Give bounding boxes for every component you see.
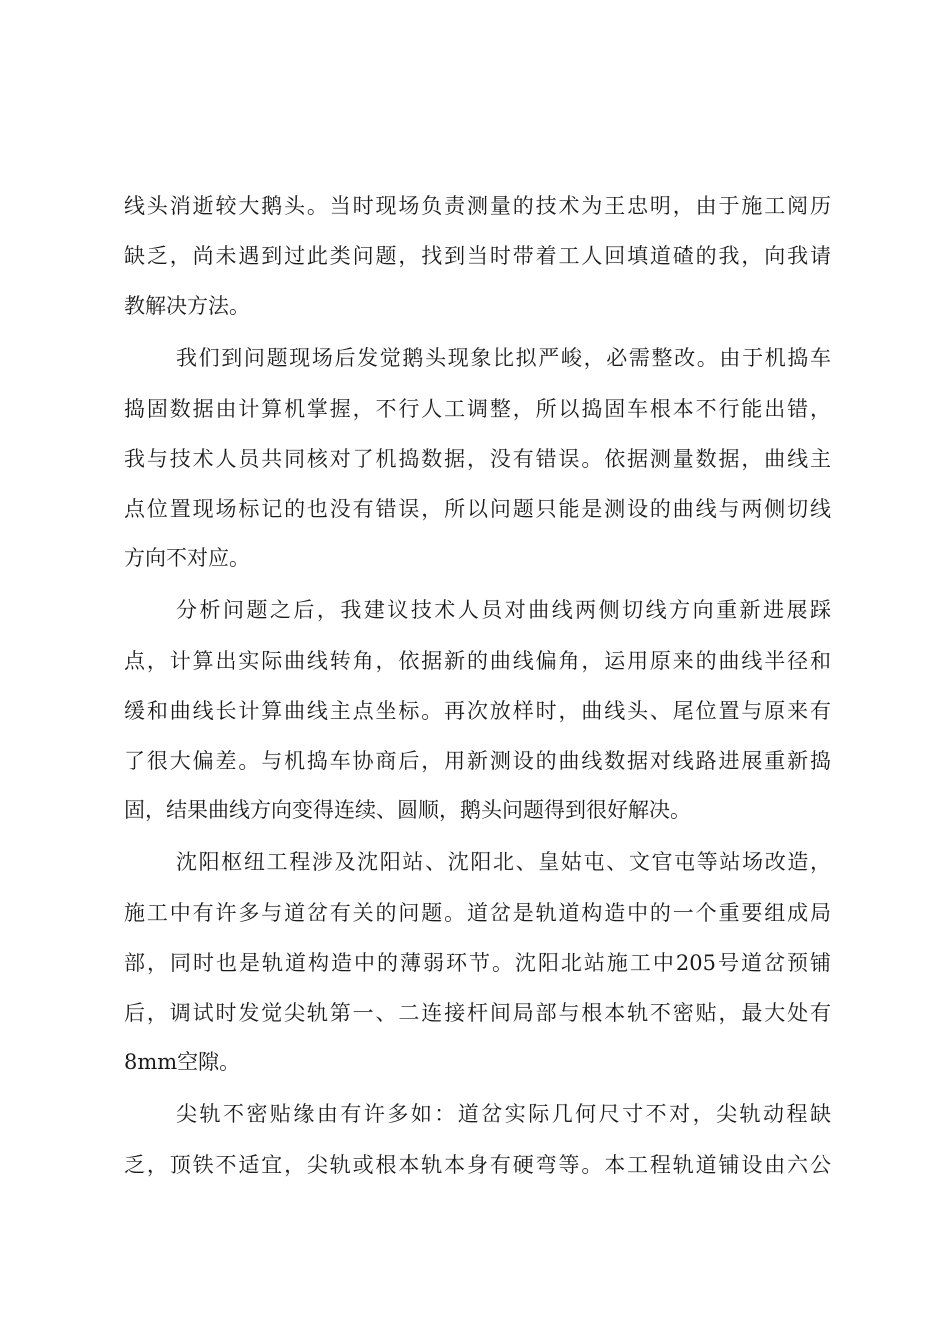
paragraph-2-line-5: 方向不对应。 bbox=[124, 546, 250, 570]
paragraph-3-line-4: 了很大偏差。与机捣车协商后，用新测设的曲线数据对线路进展重新捣 bbox=[124, 749, 831, 773]
paragraph-3-line-1: 分析问题之后，我建议技术人员对曲线两侧切线方向重新进展踩 bbox=[176, 598, 831, 622]
paragraph-1-line-3: 教解决方法。 bbox=[124, 294, 250, 318]
paragraph-4-line-1: 沈阳枢纽工程涉及沈阳站、沈阳北、皇姑屯、文官屯等站场改造， bbox=[176, 850, 831, 874]
paragraph-2-line-2: 捣固数据由计算机掌握，不行人工调整，所以捣固车根本不行能出错， bbox=[124, 397, 831, 421]
paragraph-1-line-2: 缺乏，尚未遇到过此类问题，找到当时带着工人回填道碴的我，向我请 bbox=[124, 244, 831, 268]
paragraph-5-line-1: 尖轨不密贴缘由有许多如：道岔实际几何尺寸不对，尖轨动程缺 bbox=[176, 1102, 831, 1126]
paragraph-5-line-2: 乏，顶铁不适宜，尖轨或根本轨本身有硬弯等。本工程轨道铺设由六公 bbox=[124, 1153, 831, 1177]
paragraph-2-line-4: 点位置现场标记的也没有错误，所以问题只能是测设的曲线与两侧切线 bbox=[124, 497, 831, 521]
paragraph-3-line-3: 缓和曲线长计算曲线主点坐标。再次放样时，曲线头、尾位置与原来有 bbox=[124, 699, 831, 723]
paragraph-2-line-1: 我们到问题现场后发觉鹅头现象比拟严峻，必需整改。由于机捣车 bbox=[176, 346, 831, 370]
paragraph-4-line-3: 部，同时也是轨道构造中的薄弱环节。沈阳北站施工中205号道岔预铺 bbox=[124, 951, 831, 975]
paragraph-4-line-4: 后，调试时发觉尖轨第一、二连接杆间局部与根本轨不密贴，最大处有 bbox=[124, 1001, 831, 1025]
paragraph-2-line-3: 我与技术人员共同核对了机捣数据，没有错误。依据测量数据，曲线主 bbox=[124, 447, 831, 471]
paragraph-4-line-5: 8mm空隙。 bbox=[124, 1050, 241, 1074]
paragraph-1-line-1: 线头消逝较大鹅头。当时现场负责测量的技术为王忠明，由于施工阅历 bbox=[124, 194, 831, 218]
paragraph-4-line-2: 施工中有许多与道岔有关的问题。道岔是轨道构造中的一个重要组成局 bbox=[124, 901, 831, 925]
paragraph-3-line-2: 点，计算出实际曲线转角，依据新的曲线偏角，运用原来的曲线半径和 bbox=[124, 649, 831, 673]
paragraph-3-line-5: 固，结果曲线方向变得连续、圆顺，鹅头问题得到很好解决。 bbox=[124, 798, 691, 822]
